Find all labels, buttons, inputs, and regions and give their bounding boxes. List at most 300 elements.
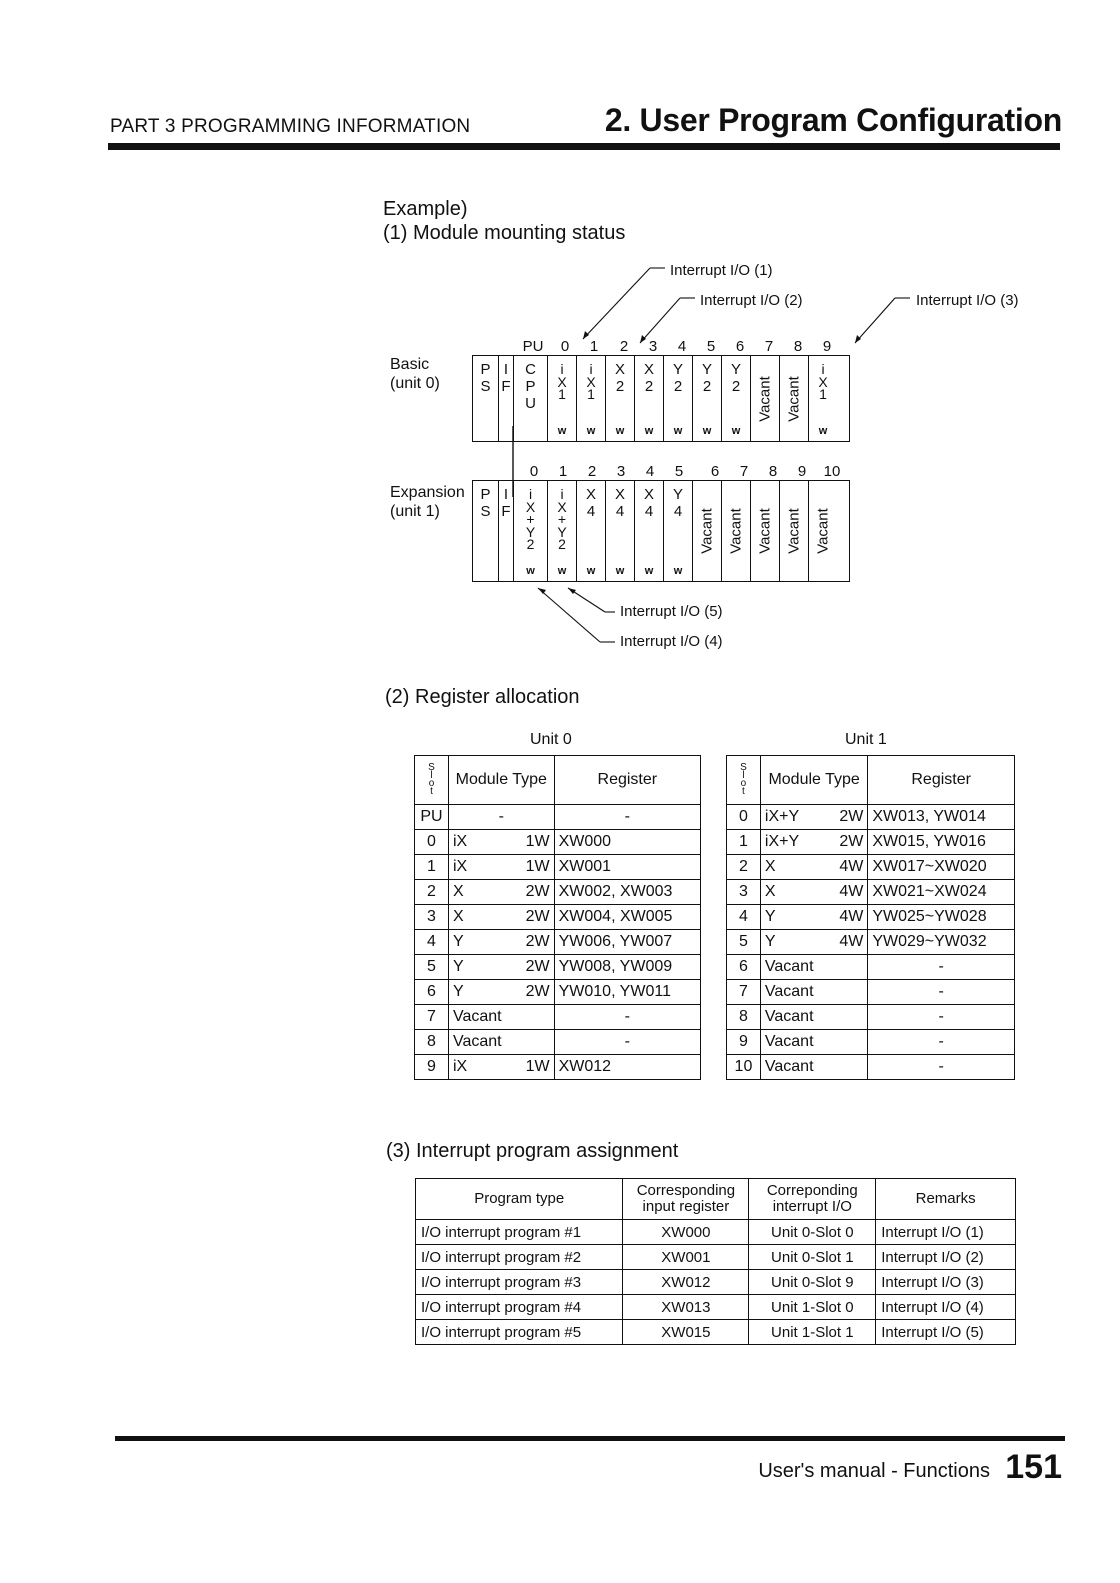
table-row	[727, 855, 1015, 880]
slot-cell: 1	[727, 830, 761, 855]
module-type: Y	[452, 983, 464, 1000]
slot-number: 2	[587, 463, 597, 480]
input-register-cell: XW001	[623, 1245, 749, 1270]
input-register-cell: XW015	[623, 1320, 749, 1345]
table-row	[415, 955, 701, 980]
module-char: Y	[672, 486, 683, 503]
slot-number: 2	[619, 338, 629, 355]
slot-cell: 5	[727, 930, 761, 955]
module-char: P	[480, 486, 491, 503]
module-type: -	[498, 808, 504, 825]
slot-number: PU	[522, 338, 544, 355]
program-type-header: Program type	[416, 1179, 623, 1220]
module-type-cell	[760, 830, 867, 855]
slot-number: 5	[674, 463, 684, 480]
module-char: i	[589, 361, 593, 377]
module-char: Y	[701, 361, 712, 378]
unit0-caption: Unit 0	[530, 731, 572, 748]
module-char: F	[501, 503, 511, 520]
module-char: X	[643, 486, 654, 503]
module-char: Y	[557, 523, 567, 540]
slot-cell: 5	[415, 955, 449, 980]
module-width: 2W	[525, 908, 550, 925]
slot-cell: 9	[415, 1055, 449, 1080]
interrupt-io-cell: Unit 0-Slot 1	[749, 1245, 876, 1270]
module-type: iX+Y	[764, 808, 800, 825]
module-width: 4W	[839, 858, 864, 875]
module-type: Vacant	[764, 958, 814, 975]
callout-interrupt-io-2: Interrupt I/O (2)	[700, 292, 803, 309]
module-char: 4	[615, 503, 625, 520]
module-type-wrap	[453, 908, 550, 926]
module-char: i	[560, 361, 564, 377]
slot-cell: 7	[415, 1005, 449, 1030]
module-char: X	[586, 373, 596, 390]
callout-interrupt-io-5: Interrupt I/O (5)	[620, 603, 723, 620]
slot-header-char: l	[430, 770, 433, 781]
module-char: X	[557, 373, 567, 390]
module-type-cell	[760, 880, 867, 905]
section-register-allocation: (2) Register allocation	[385, 686, 580, 708]
module-type-wrap	[765, 833, 863, 851]
module-type-cell	[448, 955, 554, 980]
slot-cell: 2	[727, 855, 761, 880]
interrupt-io-cell: Unit 1-Slot 1	[749, 1320, 876, 1345]
module-width: 2W	[525, 958, 550, 975]
register-header: Register	[554, 756, 700, 805]
module-type-cell	[760, 905, 867, 930]
slot-number: 10	[823, 463, 841, 480]
module-type: X	[452, 908, 464, 925]
module-char: 2	[644, 378, 654, 395]
module-width: 4W	[839, 933, 864, 950]
module-type-wrap	[765, 883, 863, 901]
module-type-wrap	[453, 1058, 550, 1076]
register-header: Register	[868, 756, 1015, 805]
table-row	[416, 1320, 1016, 1345]
slot-number: 6	[735, 338, 745, 355]
module-type-wrap	[765, 958, 863, 976]
interrupt-io-header: Correponding interrupt I/O	[749, 1179, 876, 1220]
slot-number: 0	[560, 338, 570, 355]
table-row	[727, 980, 1015, 1005]
module-char: Y	[525, 523, 536, 540]
module-char: X	[525, 498, 536, 515]
module-type-cell	[448, 1055, 554, 1080]
register-cell: XW001	[554, 855, 700, 880]
input-register-cell: XW000	[623, 1220, 749, 1245]
register-cell: -	[554, 805, 700, 830]
module-type: X	[764, 858, 776, 875]
slot-number: 7	[739, 463, 749, 480]
register-cell: -	[868, 980, 1015, 1005]
module-type-cell	[760, 1030, 867, 1055]
table-row	[415, 1030, 701, 1055]
slot-number: 9	[822, 338, 832, 355]
program-type-cell: I/O interrupt program #4	[416, 1295, 623, 1320]
slot-cell: 10	[727, 1055, 761, 1080]
page-number: 151	[1005, 1448, 1062, 1486]
register-cell: XW012	[554, 1055, 700, 1080]
slot-number: 8	[768, 463, 778, 480]
slot-number: 8	[793, 338, 803, 355]
register-cell: -	[868, 1055, 1015, 1080]
module-type-wrap	[765, 908, 863, 926]
module-type-cell	[448, 805, 554, 830]
callout-interrupt-io-1: Interrupt I/O (1)	[670, 262, 773, 279]
register-cell: -	[868, 1030, 1015, 1055]
module-char: X	[557, 498, 567, 515]
module-char: 2	[673, 378, 683, 395]
module-char: S	[480, 503, 491, 520]
table-row	[727, 830, 1015, 855]
module-type: iX	[452, 858, 468, 875]
expansion-unit-label: Expansion (unit 1)	[390, 484, 465, 520]
slot-header	[415, 756, 449, 805]
slot-header-char: l	[742, 770, 745, 781]
slot-number: 7	[764, 338, 774, 355]
slot-cell: 6	[415, 980, 449, 1005]
module-char: 2	[702, 378, 712, 395]
table-row	[415, 1005, 701, 1030]
module-type-cell	[448, 1030, 554, 1055]
module-type-wrap	[765, 1058, 863, 1076]
module-type: Y	[452, 933, 464, 950]
module-type: iX	[452, 1058, 468, 1075]
module-char: 2	[615, 378, 625, 395]
register-cell: XW002, XW003	[554, 880, 700, 905]
module-char: Y	[672, 361, 683, 378]
module-char: w	[586, 425, 596, 437]
footer-manual-title: User's manual - Functions	[758, 1460, 990, 1482]
slot-cell: 0	[727, 805, 761, 830]
module-char: X	[585, 486, 596, 503]
module-char: 4	[644, 503, 654, 520]
module-width: 2W	[525, 883, 550, 900]
module-type-cell	[448, 830, 554, 855]
vacant-label: Vacant	[727, 508, 745, 554]
module-type-wrap	[453, 1008, 550, 1026]
module-char: w	[731, 425, 741, 437]
table-row	[416, 1270, 1016, 1295]
module-char: 1	[558, 386, 566, 402]
register-cell: YW029~YW032	[868, 930, 1015, 955]
page-title: 2. User Program Configuration	[604, 102, 1062, 138]
module-type-wrap	[453, 958, 550, 976]
module-char: X	[643, 361, 654, 378]
input-register-cell: XW012	[623, 1270, 749, 1295]
vacant-label: Vacant	[698, 508, 716, 554]
module-char: i	[821, 361, 825, 377]
module-type: Y	[764, 908, 776, 925]
module-char: F	[501, 378, 511, 395]
register-cell: -	[554, 1005, 700, 1030]
register-cell: YW025~YW028	[868, 905, 1015, 930]
register-cell: YW008, YW009	[554, 955, 700, 980]
module-type: X	[764, 883, 776, 900]
table-row	[727, 930, 1015, 955]
table-row	[416, 1295, 1016, 1320]
module-type: Vacant	[452, 1033, 502, 1050]
table-row	[415, 830, 701, 855]
module-type-header: Module Type	[448, 756, 554, 805]
module-type-wrap	[453, 808, 550, 826]
slot-header	[727, 756, 761, 805]
module-type-wrap	[453, 933, 550, 951]
module-char: 4	[586, 503, 596, 520]
slot-number: 6	[710, 463, 720, 480]
register-cell: -	[868, 955, 1015, 980]
slot-cell: 7	[727, 980, 761, 1005]
module-type: iX+Y	[764, 833, 800, 850]
module-type-wrap	[765, 808, 863, 826]
slot-cell: 0	[415, 830, 449, 855]
module-type-cell	[760, 855, 867, 880]
module-type: Vacant	[764, 1008, 814, 1025]
module-width: 1W	[525, 833, 550, 850]
register-cell: -	[554, 1030, 700, 1055]
module-type-cell	[760, 805, 867, 830]
table-row	[416, 1245, 1016, 1270]
module-width: 4W	[839, 908, 864, 925]
slot-number: 3	[648, 338, 658, 355]
register-cell: -	[868, 1005, 1015, 1030]
slot-cell: 4	[727, 905, 761, 930]
interrupt-io-cell: Unit 0-Slot 9	[749, 1270, 876, 1295]
register-cell: XW021~XW024	[868, 880, 1015, 905]
module-type-cell	[448, 880, 554, 905]
header-part-label: PART 3 PROGRAMMING INFORMATION	[110, 116, 471, 137]
unit1-register-table	[726, 755, 1015, 1080]
module-char: C	[525, 361, 536, 378]
register-cell: YW010, YW011	[554, 980, 700, 1005]
module-char: I	[503, 361, 509, 378]
register-cell: XW000	[554, 830, 700, 855]
module-width: 4W	[839, 883, 864, 900]
slot-number: 5	[706, 338, 716, 355]
module-char: 1	[587, 386, 595, 402]
module-char: w	[615, 425, 625, 437]
module-type-wrap	[453, 833, 550, 851]
remarks-cell: Interrupt I/O (4)	[876, 1295, 1016, 1320]
slot-number: 1	[589, 338, 599, 355]
module-char: w	[818, 425, 828, 437]
slot-cell: 9	[727, 1030, 761, 1055]
module-char: i	[560, 486, 564, 502]
module-char: w	[673, 425, 683, 437]
table-row	[727, 905, 1015, 930]
slot-number: 0	[529, 463, 539, 480]
module-type-wrap	[453, 983, 550, 1001]
remarks-header: Remarks	[876, 1179, 1016, 1220]
module-width: 2W	[839, 833, 864, 850]
unit1-caption: Unit 1	[845, 731, 887, 748]
section-interrupt-assignment: (3) Interrupt program assignment	[386, 1140, 679, 1162]
module-type-cell	[760, 955, 867, 980]
table-row	[416, 1220, 1016, 1245]
interrupt-io-cell: Unit 1-Slot 0	[749, 1295, 876, 1320]
input-register-cell: XW013	[623, 1295, 749, 1320]
remarks-cell: Interrupt I/O (2)	[876, 1245, 1016, 1270]
module-type-wrap	[765, 858, 863, 876]
slot-header-char: S	[428, 762, 435, 773]
module-char: X	[818, 373, 828, 390]
module-char: w	[586, 565, 596, 577]
slot-number: 3	[616, 463, 626, 480]
slot-number: 1	[558, 463, 568, 480]
vacant-label: Vacant	[785, 508, 803, 554]
module-type: Vacant	[764, 1033, 814, 1050]
module-type-cell	[448, 980, 554, 1005]
module-type-cell	[448, 905, 554, 930]
table-row	[415, 930, 701, 955]
register-cell: XW017~XW020	[868, 855, 1015, 880]
module-type: Vacant	[764, 983, 814, 1000]
module-width: 1W	[525, 1058, 550, 1075]
module-width: 2W	[525, 983, 550, 1000]
module-type: iX	[452, 833, 468, 850]
module-char: 1	[819, 386, 827, 402]
table-row	[727, 955, 1015, 980]
module-type: Y	[452, 958, 464, 975]
module-width: 2W	[525, 933, 550, 950]
slot-cell: 2	[415, 880, 449, 905]
table-row	[727, 1030, 1015, 1055]
basic-unit-label: Basic (unit 0)	[390, 356, 440, 392]
remarks-cell: Interrupt I/O (5)	[876, 1320, 1016, 1345]
module-char: Y	[730, 361, 741, 378]
module-type: Vacant	[764, 1058, 814, 1075]
module-char: 2	[526, 536, 535, 552]
register-cell: YW006, YW007	[554, 930, 700, 955]
module-type-cell	[448, 1005, 554, 1030]
table-row	[415, 1055, 701, 1080]
module-type-cell	[448, 930, 554, 955]
module-diagram	[0, 0, 1120, 680]
example-label: Example)	[383, 198, 468, 220]
module-type-cell	[760, 980, 867, 1005]
slot-cell: 8	[727, 1005, 761, 1030]
module-char: 4	[673, 503, 683, 520]
program-type-cell: I/O interrupt program #1	[416, 1220, 623, 1245]
module-width: 2W	[839, 808, 864, 825]
module-type-cell	[448, 855, 554, 880]
table-row	[727, 1055, 1015, 1080]
module-char: U	[525, 395, 536, 412]
slot-number: 4	[645, 463, 655, 480]
module-char: X	[614, 361, 625, 378]
module-char: S	[480, 378, 491, 395]
module-type: Vacant	[452, 1008, 502, 1025]
module-type: X	[452, 883, 464, 900]
vacant-label: Vacant	[814, 508, 832, 554]
callout-leaders	[0, 0, 1120, 680]
table-row	[415, 805, 701, 830]
slot-cell: PU	[415, 805, 449, 830]
module-type-cell	[760, 1005, 867, 1030]
module-char: w	[557, 425, 567, 437]
module-type-wrap	[765, 1033, 863, 1051]
module-char: I	[503, 486, 509, 503]
module-type-wrap	[453, 858, 550, 876]
slot-cell: 3	[727, 880, 761, 905]
module-type-header: Module Type	[760, 756, 867, 805]
module-width: 1W	[525, 858, 550, 875]
table-row	[727, 880, 1015, 905]
module-char: +	[557, 511, 567, 527]
table-row	[727, 1005, 1015, 1030]
footer-rule	[115, 1436, 1065, 1441]
interrupt-io-cell: Unit 0-Slot 0	[749, 1220, 876, 1245]
module-char: i	[528, 486, 533, 502]
table-row	[727, 805, 1015, 830]
program-type-cell: I/O interrupt program #2	[416, 1245, 623, 1270]
register-cell: XW004, XW005	[554, 905, 700, 930]
module-type-cell	[760, 930, 867, 955]
module-char: X	[614, 486, 625, 503]
vacant-label: Vacant	[756, 375, 774, 422]
slot-header-char: o	[428, 778, 435, 789]
remarks-cell: Interrupt I/O (3)	[876, 1270, 1016, 1295]
module-char: 2	[558, 536, 566, 552]
module-char: w	[526, 565, 535, 577]
module-char: +	[526, 511, 535, 527]
module-char: P	[480, 361, 491, 378]
slot-cell: 3	[415, 905, 449, 930]
module-type-wrap	[765, 933, 863, 951]
slot-header-char: o	[740, 778, 747, 789]
slot-number: 9	[797, 463, 807, 480]
input-register-header: Corresponding input register	[623, 1179, 749, 1220]
register-cell: XW013, YW014	[868, 805, 1015, 830]
vacant-label: Vacant	[756, 508, 774, 554]
register-cell: XW015, YW016	[868, 830, 1015, 855]
program-type-cell: I/O interrupt program #3	[416, 1270, 623, 1295]
remarks-cell: Interrupt I/O (1)	[876, 1220, 1016, 1245]
interrupt-assignment-table	[415, 1178, 1016, 1345]
slot-header-char: t	[742, 786, 745, 797]
unit0-register-table	[414, 755, 701, 1080]
module-char: w	[673, 565, 683, 577]
vacant-label: Vacant	[785, 375, 803, 422]
slot-cell: 1	[415, 855, 449, 880]
program-type-cell: I/O interrupt program #5	[416, 1320, 623, 1345]
slot-cell: 4	[415, 930, 449, 955]
module-type-wrap	[453, 1033, 550, 1051]
slot-header-char: S	[740, 762, 747, 773]
table-row	[415, 980, 701, 1005]
module-char: P	[525, 378, 536, 395]
module-char: w	[557, 565, 567, 577]
module-char: w	[644, 565, 654, 577]
module-type-cell	[760, 1055, 867, 1080]
callout-interrupt-io-3: Interrupt I/O (3)	[916, 292, 1019, 309]
table-row	[415, 905, 701, 930]
callout-interrupt-io-4: Interrupt I/O (4)	[620, 633, 723, 650]
module-char: w	[615, 565, 625, 577]
module-char: w	[644, 425, 654, 437]
slot-number: 4	[677, 338, 687, 355]
section-module-mounting: (1) Module mounting status	[383, 222, 626, 244]
module-char: w	[702, 425, 712, 437]
module-char: 2	[731, 378, 741, 395]
module-type: Y	[764, 933, 776, 950]
module-type-wrap	[765, 983, 863, 1001]
slot-header-char: t	[430, 786, 433, 797]
table-row	[415, 880, 701, 905]
module-type-wrap	[453, 883, 550, 901]
module-type-wrap	[765, 1008, 863, 1026]
